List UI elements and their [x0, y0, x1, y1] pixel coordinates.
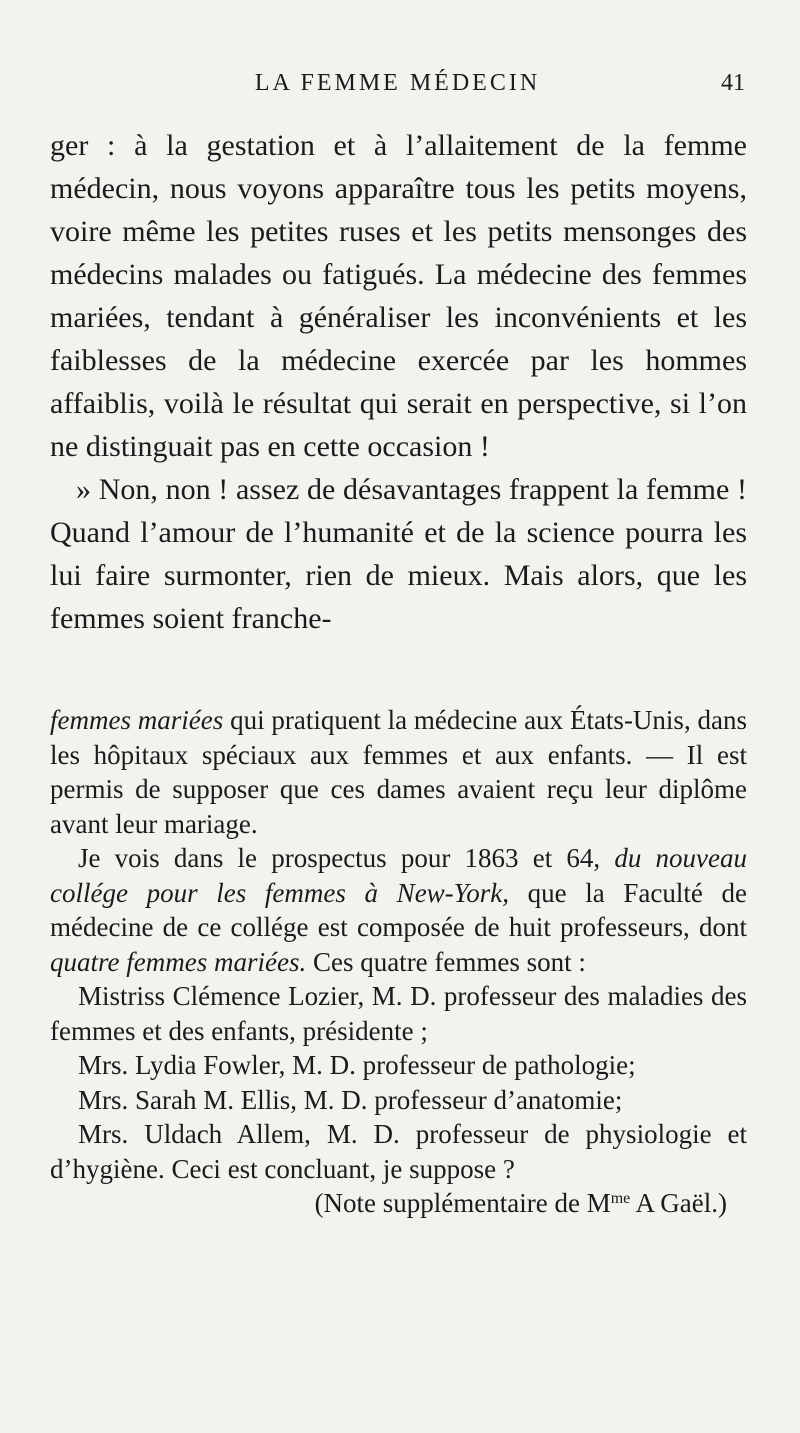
footnote-paragraph-2: [50, 841, 747, 979]
college-name: du nouveau collége pour les femmes à New-York,: [50, 843, 747, 908]
signature-text: A Gaël.): [630, 1188, 727, 1218]
signature-text: (Note supplémentaire de M: [314, 1188, 611, 1218]
footnote-italic-phrase: femmes mariées: [50, 705, 224, 735]
main-text: [50, 124, 747, 640]
professor-entry: Mrs. Uldach Allem, M. D. professeur de physiologie et d’hygiène. Ceci est concluant, je suppose ?: [50, 1119, 747, 1184]
footnote-text: que la Faculté de médecine de ce collége est composée de huit professeurs, dont: [50, 877, 747, 942]
footnote-text: Ces quatre femmes sont :: [306, 946, 586, 977]
page-number: 41: [721, 70, 745, 96]
paragraph-continuation: ger : à la gestation et à l’allaitement de la femme médecin, nous voyons apparaître tous les petits moyens, voire même les petites ruses et les petits mensonges des médecins malades ou fatigués. La médecine des femmes mariées, tendant à généraliser les inconvénients et les faiblesses de la médecine exercée par les hommes affaiblis, voilà le résultat qui serait en perspective, si l’on ne distinguait pas en cette occasion !: [50, 129, 747, 463]
signature-superscript: me: [610, 1190, 631, 1207]
professor-entry: Mistriss Clémence Lozier, M. D. professeur des maladies des femmes et des enfants, présidente ;: [50, 981, 747, 1046]
running-title: LA FEMME MÉDECIN: [254, 70, 541, 96]
paragraph-quote: » Non, non ! assez de désavantages frappent la femme ! Quand l’amour de l’humanité et de la science pourra les lui faire surmonter, rien de mieux. Mais alors, que les femmes soient franche-: [50, 473, 747, 635]
italic-phrase: quatre femmes mariées.: [50, 946, 307, 977]
footnote-signature: [50, 1186, 747, 1221]
professor-entry: Mrs. Lydia Fowler, M. D. professeur de pathologie;: [78, 1050, 636, 1080]
footnote-paragraph-1: [50, 703, 747, 841]
footnote: [50, 703, 747, 1221]
footnote-text: qui pratiquent la médecine aux États-Unis, dans les hôpitaux spéciaux aux femmes et aux enfants. — Il est permis de supposer que ces dames avaient reçu leur diplôme avant leur mariage.: [50, 705, 747, 839]
professor-entry: Mrs. Sarah M. Ellis, M. D. professeur d’anatomie;: [78, 1084, 623, 1115]
page-header: [50, 70, 745, 106]
footnote-text: Je vois dans le prospectus pour 1863 et 64,: [78, 843, 615, 873]
